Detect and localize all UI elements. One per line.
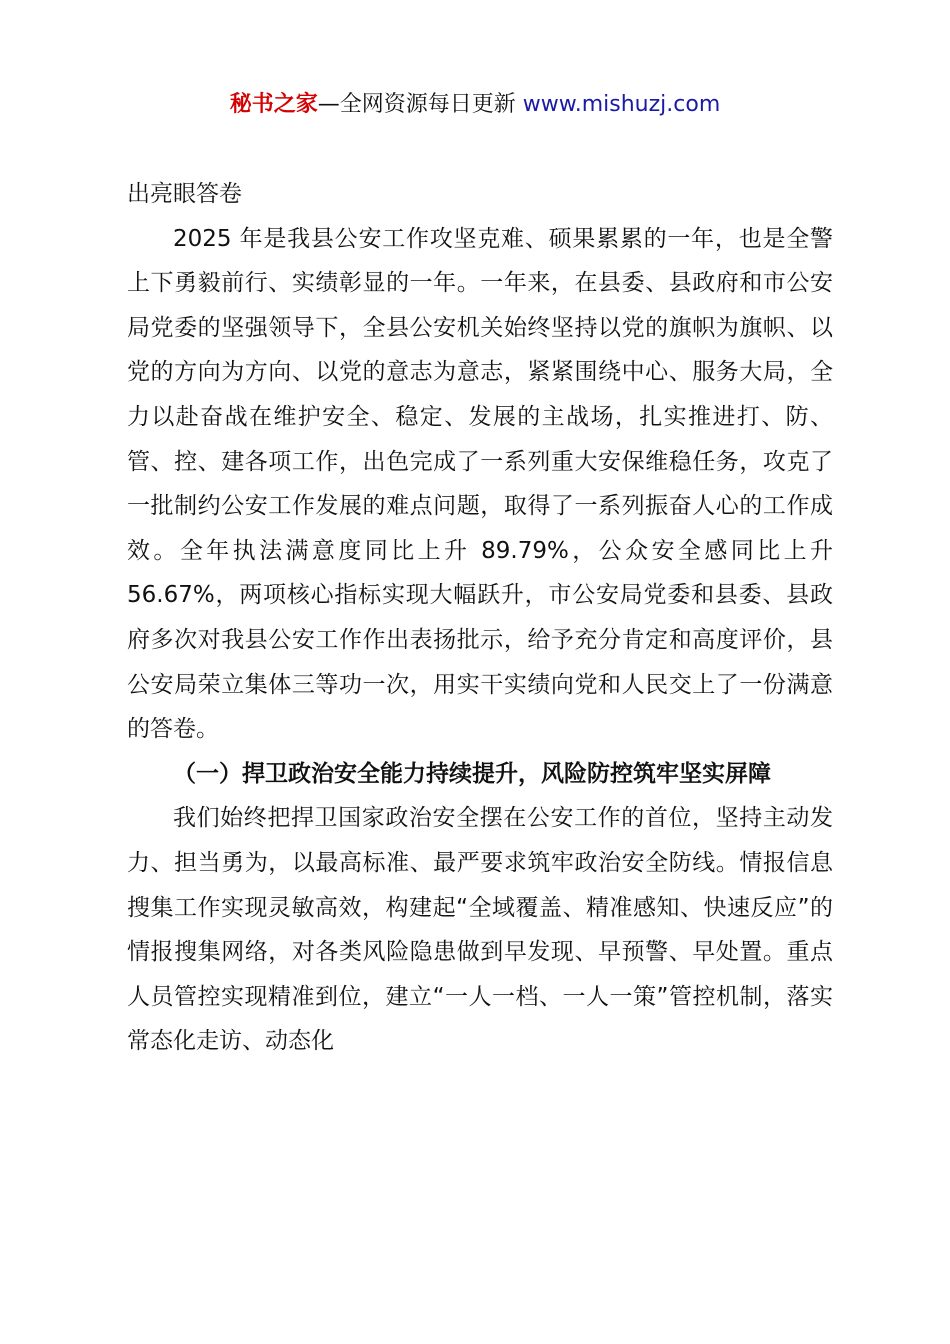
paragraph-political-security: 我们始终把捍卫国家政治安全摆在公安工作的首位，坚持主动发力、担当勇为，以最高标准、最严要求筑牢政治安全防线。情报信息搜集工作实现灵敏高效，构建起“全域覆盖、精准感知、快速反应”的情报搜集网络，对各类风险隐患做到早发现、早预警、早处置。重点人员管控实现精准到位，建立“一人一档、一人一策”管控机制，落实常态化走访、动态化: [127, 805, 833, 1055]
site-brand: 秘书之家: [229, 92, 318, 117]
header-separator: —: [317, 92, 340, 117]
site-header: [0, 88, 950, 122]
section-heading-political-security: （一）捍卫政治安全能力持续提升，风险防控筑牢坚实屏障: [173, 760, 771, 787]
site-tagline: 全网资源每日更新: [339, 92, 516, 117]
document-body: [127, 172, 833, 1064]
paragraph-continuation: 出亮眼答卷: [127, 181, 242, 207]
paragraph-annual-summary: 2025 年是我县公安工作攻坚克难、硕果累累的一年，也是全警上下勇毅前行、实绩彰显的一年。一年来，在县委、县政府和市公安局党委的坚强领导下，全县公安机关始终坚持以党的旗帜为旗帜、以党的方向为方向、以党的意志为意志，紧紧围绕中心、服务大局，全力以赴奋战在维护安全、稳定、发展的主战场，扎实推进打、防、管、控、建各项工作，出色完成了一系列重大安保维稳任务，攻克了一批制约公安工作发展的难点问题，取得了一系列振奋人心的工作成效。全年执法满意度同比上升 89.79%，公众安全感同比上升 56.67%，两项核心指标实现大幅跃升，市公安局党委和县委、县政府多次对我县公安工作作出表扬批示，给予充分肯定和高度评价，县公安局荣立集体三等功一次，用实干实绩向党和人民交上了一份满意的答卷。: [127, 225, 833, 743]
site-url-link[interactable]: www.mishuzj.com: [522, 92, 721, 117]
